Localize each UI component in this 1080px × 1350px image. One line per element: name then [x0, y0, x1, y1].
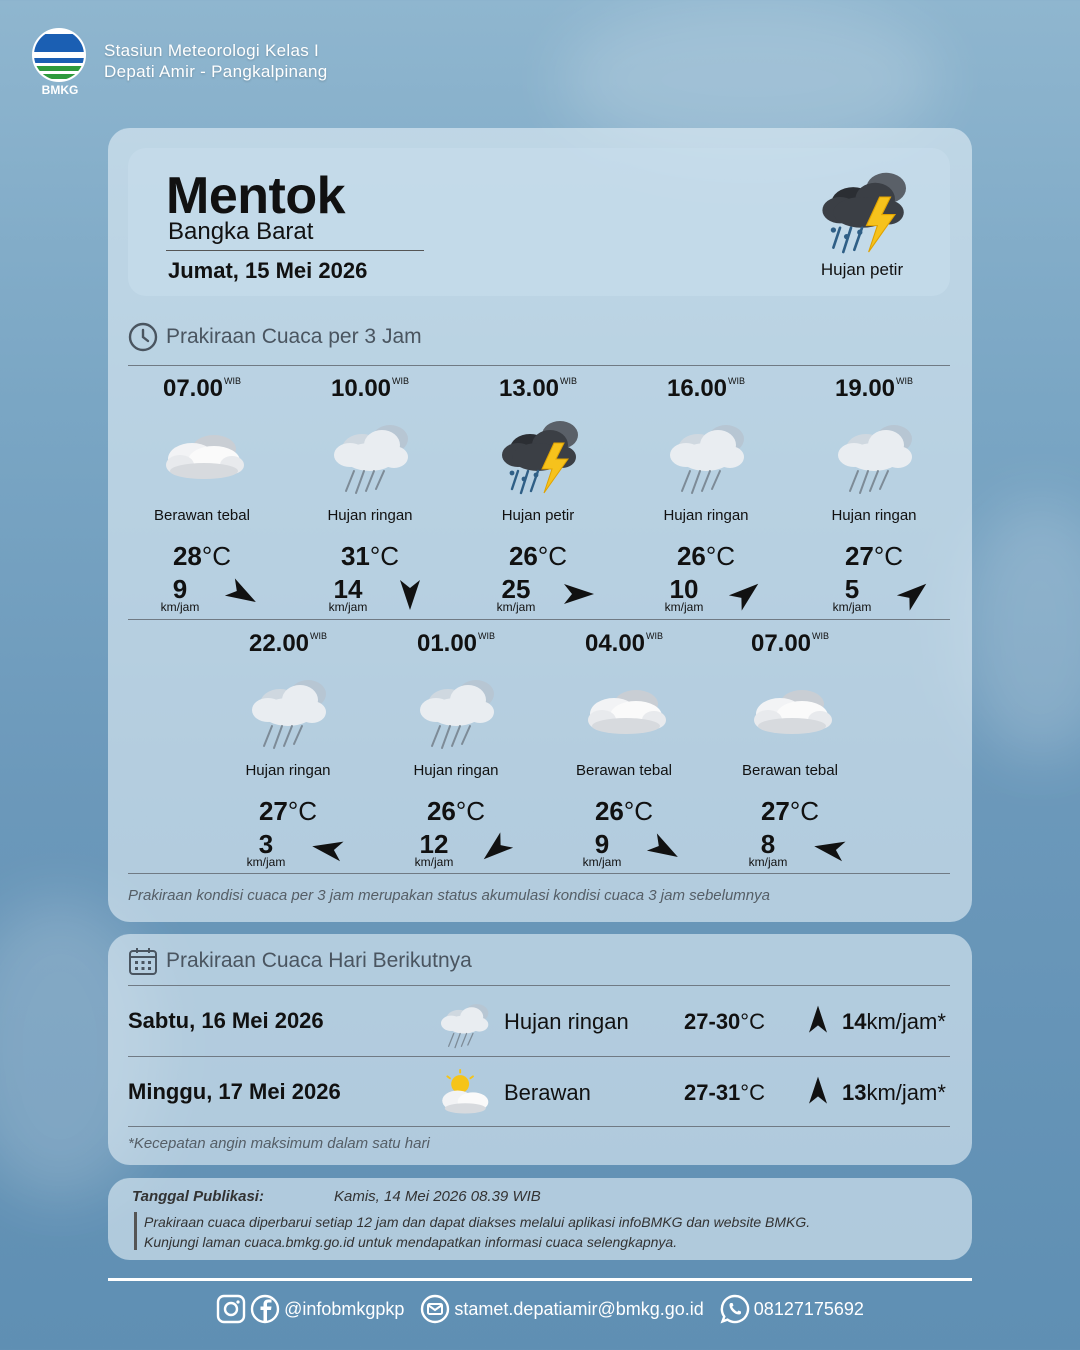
- slot-temperature: 28°C: [172, 541, 232, 571]
- slot-time: $16.00^{WIB}$: [666, 375, 746, 402]
- daily-title: Prakiraan Cuaca Hari Berikutnya: [166, 949, 472, 972]
- slot-time: $07.00^{WIB}$: [750, 630, 830, 657]
- light-rain-icon: [824, 409, 924, 497]
- slot-temperature: 27°C: [844, 541, 904, 571]
- slot-condition: Hujan petir: [501, 507, 575, 524]
- daily-note: *Kecepatan angin maksimum dalam satu hari: [128, 1135, 430, 1152]
- phone-number[interactable]: 08127175692: [753, 1298, 864, 1319]
- wind-unit: km/jam: [664, 600, 704, 614]
- overcast-icon: [740, 664, 840, 752]
- divider: [128, 1126, 950, 1127]
- wind-unit: km/jam: [246, 855, 286, 869]
- wind-direction-icon: [800, 1002, 836, 1038]
- hourly-slot: [622, 375, 790, 618]
- wind-direction-icon: [222, 574, 262, 614]
- hourly-note: Prakiraan kondisi cuaca per 3 jam merupakan status akumulasi kondisi cuaca 3 jam sebelumnya: [128, 887, 770, 904]
- slot-wind: [372, 829, 540, 873]
- wind-speed: 9: [594, 829, 610, 859]
- publication-info-line1: Prakiraan cuaca diperbarui setiap 12 jam dan dapat diakses melalui aplikasi infoBMKG dan website BMKG.: [144, 1214, 811, 1230]
- wind-unit: km/jam: [496, 600, 536, 614]
- slot-temperature: 26°C: [594, 796, 654, 826]
- slot-time: $13.00^{WIB}$: [498, 375, 578, 402]
- slot-temperature: 27°C: [258, 796, 318, 826]
- slot-time: $22.00^{WIB}$: [248, 630, 328, 657]
- social-handle[interactable]: @infobmkgpkp: [284, 1298, 405, 1319]
- slot-wind: [454, 574, 622, 618]
- slot-time: $19.00^{WIB}$: [834, 375, 914, 402]
- light-rain-icon: [320, 409, 420, 497]
- daily-row: [128, 986, 950, 1056]
- slot-time: $07.00^{WIB}$: [162, 375, 242, 402]
- footer: [0, 1294, 1080, 1324]
- wind-unit: km/jam: [160, 600, 200, 614]
- wind-unit: km/jam: [328, 600, 368, 614]
- org-name-line2: Depati Amir - Pangkalpinang: [104, 62, 328, 81]
- day-date: Sabtu, 16 Mei 2026: [128, 1008, 324, 1033]
- wind-speed: 25: [501, 574, 531, 604]
- slot-condition: Hujan ringan: [663, 507, 749, 524]
- partly-cloudy-icon: [432, 1063, 496, 1123]
- forecast-date: Jumat, 15 Mei 2026: [168, 258, 368, 283]
- hourly-slot: [204, 630, 372, 873]
- calendar-icon: [128, 946, 158, 976]
- wind-unit: km/jam: [414, 855, 454, 869]
- light-rain-icon: [238, 664, 338, 752]
- wind-unit: km/jam: [832, 600, 872, 614]
- facebook-icon[interactable]: [250, 1294, 280, 1324]
- day-temp-range: 27-31°C: [684, 1080, 765, 1105]
- slot-wind: [286, 574, 454, 618]
- wind-speed: 9: [172, 574, 188, 604]
- instagram-icon[interactable]: [216, 1294, 246, 1324]
- wind-direction-icon: [308, 829, 348, 869]
- light-rain-icon: [406, 664, 506, 752]
- hourly-slot: [706, 630, 874, 873]
- wind-direction-icon: [810, 829, 850, 869]
- city-name: Mentok: [166, 167, 345, 225]
- slot-temperature: 26°C: [508, 541, 568, 571]
- region-name: Bangka Barat: [168, 218, 314, 245]
- publication-info-line2: Kunjungi laman cuaca.bmkg.go.id untuk mendapatkan informasi cuaca selengkapnya.: [144, 1234, 678, 1250]
- overcast-icon: [574, 664, 674, 752]
- bmkg-logo: [32, 28, 88, 98]
- hourly-slot: [790, 375, 958, 618]
- wind-speed: 8: [760, 829, 776, 859]
- slot-time: $10.00^{WIB}$: [330, 375, 410, 402]
- hourly-section-title: [128, 322, 422, 352]
- wind-direction-icon: [476, 829, 516, 869]
- hourly-slot: [372, 630, 540, 873]
- divider: [128, 619, 950, 620]
- wind-direction-icon: [558, 574, 598, 614]
- hourly-title: Prakiraan Cuaca per 3 Jam: [166, 325, 422, 348]
- thunderstorm-icon: [807, 158, 917, 258]
- wind-speed: 5: [844, 574, 860, 604]
- slot-wind: [540, 829, 708, 873]
- slot-time: $04.00^{WIB}$: [584, 630, 664, 657]
- thunderstorm-icon: [488, 409, 588, 497]
- day-wind: 14km/jam*: [842, 1009, 946, 1034]
- hourly-slot: [454, 375, 622, 618]
- publication-label: Tanggal Publikasi:: [132, 1188, 264, 1205]
- wind-speed: 10: [669, 574, 699, 604]
- org-name-line1: Stasiun Meteorologi Kelas I: [104, 41, 320, 60]
- slot-time: $01.00^{WIB}$: [416, 630, 496, 657]
- wind-direction-icon: [644, 829, 684, 869]
- divider: [166, 250, 424, 251]
- light-rain-icon: [656, 409, 756, 497]
- slot-temperature: 26°C: [676, 541, 736, 571]
- hourly-slot: [286, 375, 454, 618]
- slot-wind: [706, 829, 874, 873]
- light-rain-icon: [432, 992, 496, 1052]
- divider: [108, 1278, 972, 1281]
- hourly-slot: [540, 630, 708, 873]
- current-condition: Hujan petir: [820, 260, 904, 279]
- day-condition: Berawan: [504, 1080, 591, 1105]
- location-card: [128, 148, 950, 296]
- slot-wind: [790, 574, 958, 618]
- slot-wind: [204, 829, 372, 873]
- hourly-slot: [118, 375, 286, 618]
- slot-condition: Berawan tebal: [576, 762, 672, 779]
- day-wind: 13km/jam*: [842, 1080, 946, 1105]
- wind-direction-icon: [894, 574, 934, 614]
- slot-temperature: 27°C: [760, 796, 820, 826]
- header: [32, 28, 328, 98]
- wind-direction-icon: [800, 1073, 836, 1109]
- email-icon[interactable]: [420, 1294, 450, 1324]
- logo-text: BMKG: [41, 83, 79, 97]
- day-temp-range: 27-30°C: [684, 1009, 765, 1034]
- slot-condition: Berawan tebal: [742, 762, 838, 779]
- slot-wind: [622, 574, 790, 618]
- whatsapp-icon[interactable]: [720, 1294, 750, 1324]
- daily-panel: [108, 934, 972, 1165]
- day-date: Minggu, 17 Mei 2026: [128, 1079, 341, 1104]
- publication-date: Kamis, 14 Mei 2026 08.39 WIB: [334, 1188, 541, 1205]
- wind-direction-icon: [390, 574, 430, 614]
- slot-condition: Hujan ringan: [245, 762, 331, 779]
- wind-speed: 14: [333, 574, 363, 604]
- divider: [128, 365, 950, 366]
- overcast-icon: [152, 409, 252, 497]
- slot-condition: Hujan ringan: [327, 507, 413, 524]
- wind-unit: km/jam: [582, 855, 622, 869]
- clock-icon: [128, 322, 158, 352]
- day-condition: Hujan ringan: [504, 1009, 629, 1034]
- wind-speed: 12: [419, 829, 449, 859]
- divider: [128, 873, 950, 874]
- slot-condition: Hujan ringan: [831, 507, 917, 524]
- wind-speed: 3: [258, 829, 274, 859]
- wind-unit: km/jam: [748, 855, 788, 869]
- slot-temperature: 26°C: [426, 796, 486, 826]
- slot-condition: Hujan ringan: [413, 762, 499, 779]
- slot-condition: Berawan tebal: [154, 507, 250, 524]
- slot-temperature: 31°C: [340, 541, 400, 571]
- publication-panel: [108, 1178, 972, 1260]
- wind-direction-icon: [726, 574, 766, 614]
- forecast-panel: [108, 128, 972, 922]
- slot-wind: [118, 574, 286, 618]
- daily-row: [128, 1057, 950, 1127]
- daily-section-title: [128, 946, 472, 976]
- email-address[interactable]: stamet.depatiamir@bmkg.go.id: [454, 1298, 704, 1319]
